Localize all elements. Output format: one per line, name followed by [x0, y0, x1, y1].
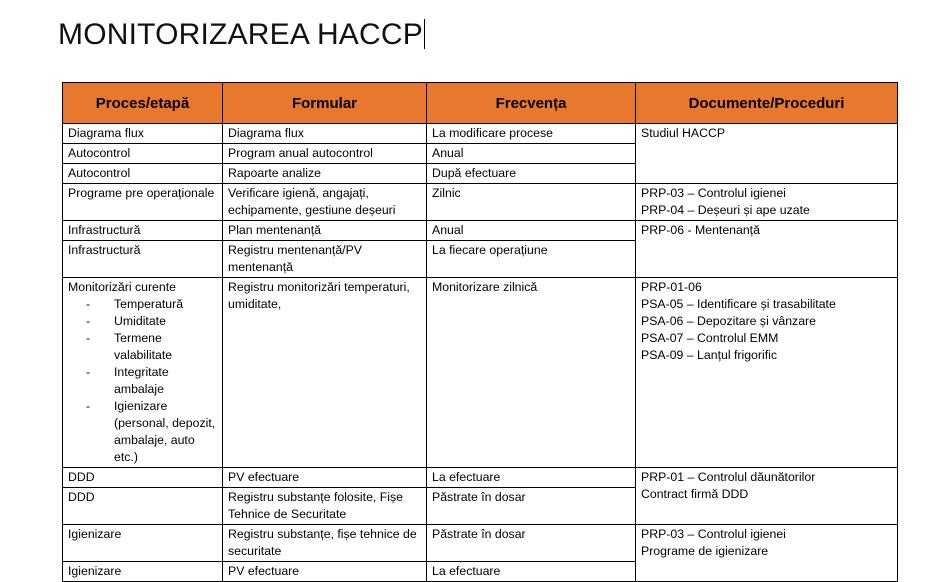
table-row — [63, 278, 898, 468]
cell-formular: PV efectuare — [223, 562, 427, 582]
cell-proces: Programe pre operaționale — [63, 184, 223, 221]
dash-icon: - — [86, 314, 91, 328]
page-title — [58, 16, 425, 54]
cell-documente — [636, 278, 898, 468]
cell-proces: Infrastructură — [63, 221, 223, 241]
page-title-text: MONITORIZAREA HACCP — [58, 18, 423, 51]
text-cursor — [424, 19, 425, 49]
list-item-label: Temperatură — [114, 297, 184, 311]
cell-proces — [63, 278, 223, 468]
dash-icon: - — [86, 365, 91, 379]
cell-line: PRP-04 – Deșeuri și ape uzate — [641, 203, 810, 217]
cell-line: PRP-01 – Controlul dăunătorilor — [641, 470, 816, 484]
cell-frecventa: Monitorizare zilnică — [427, 278, 636, 468]
cell-proces: Igienizare — [63, 525, 223, 562]
cell-documente — [636, 468, 898, 525]
cell-frecventa: La modificare procese — [427, 124, 636, 144]
table-row — [63, 184, 898, 221]
list-item — [86, 313, 218, 330]
column-header-formular: Formular — [223, 83, 427, 124]
cell-line: PSA-07 – Controlul EMM — [641, 331, 779, 345]
table-row — [63, 221, 898, 241]
cell-frecventa: La efectuare — [427, 468, 636, 488]
list-item — [86, 364, 218, 398]
cell-line: Contract firmă DDD — [641, 487, 749, 501]
table-body — [63, 124, 898, 582]
list-item-label: Termene valabilitate — [114, 331, 173, 362]
cell-line: PSA-06 – Depozitare și vânzare — [641, 314, 816, 328]
dash-icon: - — [86, 297, 91, 311]
column-header-frecventa: Frecvența — [427, 83, 636, 124]
column-header-documente: Documente/Proceduri — [636, 83, 898, 124]
table-row — [63, 124, 898, 144]
column-header-proces: Proces/etapă — [63, 83, 223, 124]
table-header — [63, 83, 898, 124]
dash-icon: - — [86, 399, 91, 413]
cell-frecventa: Păstrate în dosar — [427, 488, 636, 525]
cell-proces-title: Monitorizări curente — [68, 280, 176, 294]
cell-line: Studiul HACCP — [641, 126, 726, 140]
cell-frecventa: După efectuare — [427, 164, 636, 184]
cell-documente — [636, 221, 898, 278]
cell-proces: Igienizare — [63, 562, 223, 582]
cell-proces: Infrastructură — [63, 241, 223, 278]
cell-formular: Program anual autocontrol — [223, 144, 427, 164]
cell-frecventa: La fiecare operațiune — [427, 241, 636, 278]
list-item — [86, 398, 218, 466]
cell-formular: Diagrama flux — [223, 124, 427, 144]
cell-formular: Registru monitorizări temperaturi, umiditate, — [223, 278, 427, 468]
haccp-monitoring-table-container — [62, 82, 897, 582]
list-item-label: Igienizare (personal, depozit, ambalaje, auto etc.) — [114, 399, 216, 464]
cell-formular: Rapoarte analize — [223, 164, 427, 184]
proces-bullet-list — [68, 296, 218, 466]
cell-line: PRP-03 – Controlul igienei — [641, 186, 786, 200]
cell-documente — [636, 184, 898, 221]
cell-line: PRP-03 – Controlul igienei — [641, 527, 786, 541]
cell-formular: Registru substanțe folosite, Fișe Tehnice de Securitate — [223, 488, 427, 525]
cell-documente — [636, 124, 898, 184]
cell-formular: PV efectuare — [223, 468, 427, 488]
table-row — [63, 525, 898, 562]
cell-proces: DDD — [63, 468, 223, 488]
table-row — [63, 468, 898, 488]
cell-formular: Verificare igienă, angajați, echipamente, gestiune deșeuri — [223, 184, 427, 221]
haccp-monitoring-table — [62, 82, 898, 582]
list-item-label: Integritate ambalaje — [114, 365, 169, 396]
cell-frecventa: La efectuare — [427, 562, 636, 582]
table-header-row — [63, 83, 898, 124]
cell-proces: DDD — [63, 488, 223, 525]
cell-proces: Autocontrol — [63, 164, 223, 184]
list-item — [86, 296, 218, 313]
cell-formular: Plan mentenanță — [223, 221, 427, 241]
dash-icon: - — [86, 331, 91, 345]
cell-proces: Autocontrol — [63, 144, 223, 164]
list-item — [86, 330, 218, 364]
cell-frecventa: Anual — [427, 221, 636, 241]
cell-formular: Registru substanțe, fișe tehnice de securitate — [223, 525, 427, 562]
cell-line: PSA-09 – Lanțul frigorific — [641, 348, 778, 362]
cell-documente — [636, 525, 898, 582]
cell-line: PRP-06 - Mentenanță — [641, 223, 760, 237]
cell-frecventa: Păstrate în dosar — [427, 525, 636, 562]
cell-line: Programe de igienizare — [641, 544, 769, 558]
cell-line: PSA-05 – Identificare și trasabilitate — [641, 297, 836, 311]
list-item-label: Umiditate — [114, 314, 166, 328]
cell-proces: Diagrama flux — [63, 124, 223, 144]
cell-line: PRP-01-06 — [641, 280, 702, 294]
cell-frecventa: Zilnic — [427, 184, 636, 221]
cell-formular: Registru mentenanță/PV mentenanță — [223, 241, 427, 278]
cell-frecventa: Anual — [427, 144, 636, 164]
